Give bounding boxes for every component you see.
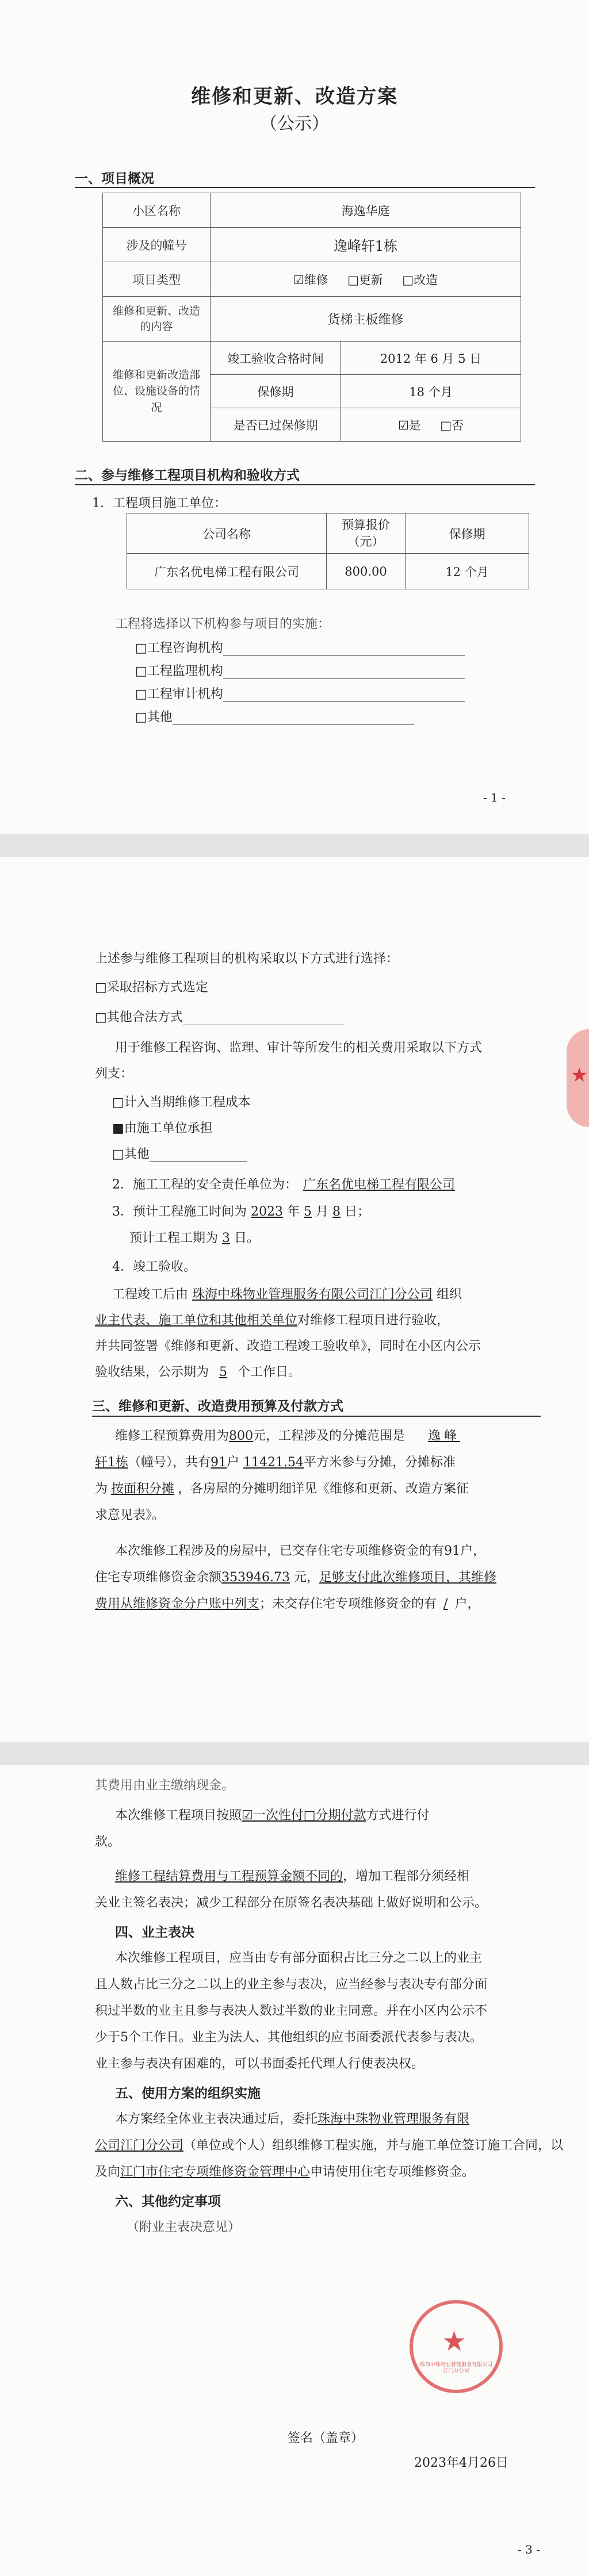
section-3-heading: 三、维修和更新、改造费用预算及付款方式: [92, 1398, 343, 1414]
type-label: 项目类型: [103, 262, 211, 297]
vote-line5: 业主参与表决有困难的，可以书面委托代理人行使表决权。: [95, 2057, 424, 2071]
fee-cost-checkbox[interactable]: □计入当期维修工程成本: [112, 1095, 251, 1110]
vote-line3: 积过半数的业主且参与表决人数过半数的业主同意。并在小区内公示不: [95, 2004, 488, 2018]
fee-other-checkbox[interactable]: □其他: [112, 1147, 150, 1162]
section-divider: [75, 187, 535, 188]
section-6-heading: 六、其他约定事项: [115, 2194, 221, 2209]
acceptance-line2: 业主代表、施工单位和其他相关单位对维修工程项目进行验收，: [95, 1313, 450, 1328]
company-header: 公司名称: [127, 513, 327, 554]
org-audit-checkbox[interactable]: □工程审计机构: [135, 687, 223, 702]
section-divider: [92, 1416, 541, 1417]
project-overview-table: [102, 193, 521, 442]
organize-entrusted-org: 珠海中珠物业管理服务有限: [318, 2112, 470, 2126]
budget-line4: 求意见表》。: [95, 1508, 165, 1523]
page-number: - 3 -: [518, 2543, 540, 2556]
budget-amount: 800: [229, 1429, 254, 1443]
warranty-value: 12 个月: [406, 554, 529, 589]
budget-header: 预算报价（元）: [327, 513, 406, 554]
org-other: [135, 707, 414, 725]
community-value: 海逸华庭: [211, 193, 521, 228]
acceptance-participants: 业主代表、施工单位和其他相关单位: [95, 1313, 298, 1328]
section-divider: [75, 484, 535, 485]
org-consulting: [135, 638, 465, 656]
org-supervision: [135, 661, 465, 679]
fund-sufficient-note: 足够支付此次维修项目，其维修: [319, 1570, 497, 1585]
budget-line3: 为 按面积分摊 ，各房屋的分摊明细详见《维修和更新、改造方案征: [95, 1482, 469, 1496]
acceptance-item: 4．竣工验收。: [112, 1260, 196, 1274]
overdue-no-checkbox[interactable]: □否: [440, 418, 464, 432]
plan-month: 5: [304, 1205, 312, 1219]
content-label: 维修和更新、改造的内容: [103, 297, 211, 342]
payment-lump-sum-checkbox[interactable]: ☑一次性付: [242, 1808, 304, 1823]
company-name: 广东名优电梯工程有限公司: [127, 554, 327, 589]
type-options: [211, 262, 521, 297]
overdue-options: [341, 408, 521, 442]
acceptance-line4: 验收结果，公示期为 5 个工作日。: [95, 1365, 301, 1379]
fee-contractor-checkbox[interactable]: ■由施工单位承担: [112, 1121, 213, 1136]
signature-label: 签名（盖章）: [288, 2431, 364, 2445]
plan-year: 2023: [251, 1205, 283, 1219]
acceptance-line3: 并共同签署《维修和更新、改造工程竣工验收单》，同时在小区内公示: [95, 1339, 481, 1354]
building-value: 逸峰轩1栋: [211, 228, 521, 262]
organize-line3: 及向江门市住宅专项维修资金管理中心申请使用住宅专项维修资金。: [95, 2165, 475, 2179]
page-1: [0, 0, 589, 834]
selection-other: [95, 1007, 344, 1025]
budget-value: 800.00: [327, 554, 406, 589]
selection-tender-checkbox[interactable]: □采取招标方式选定: [95, 980, 208, 995]
organize-line1: 本方案经全体业主表决通过后，委托珠海中珠物业管理服务有限: [115, 2112, 470, 2126]
difference-line2: 关业主签名表决；减少工程部分在原签名表决基础上做好说明和公示。: [95, 1896, 488, 1910]
difference-condition: 维修工程结算费用与工程预算金额不同的: [115, 1869, 343, 1884]
organize-fund-center: 江门市住宅专项维修资金管理中心: [120, 2165, 311, 2179]
parts-label: 维修和更新改造部位、设施设备的情况: [103, 342, 211, 442]
section-1-heading: 一、项目概况: [75, 171, 154, 186]
plan-period-days: 3: [222, 1231, 231, 1245]
fund-line1: 本次维修工程涉及的房屋中，已交存住宅专项维修资金的有91户，: [115, 1544, 485, 1558]
plan-day: 8: [332, 1205, 341, 1219]
fund-source-note: 费用从维修资金分户账中列支: [95, 1597, 260, 1611]
selection-intro: 上述参与维修工程项目的机构采取以下方式进行选择：: [95, 952, 399, 966]
acceptance-label: 竣工验收合格时间: [211, 342, 341, 375]
continued-line: 其费用由业主缴纳现金。: [95, 1778, 235, 1793]
type-repair-checkbox[interactable]: ☑维修: [293, 273, 328, 287]
seal-text: 珠海中珠物业管理服务有限公司江门分公司: [419, 2362, 492, 2374]
seal-star-icon: ★: [442, 2325, 467, 2358]
page-3: [0, 1765, 589, 2576]
budget-line1: 维修工程预算费用为800元，工程涉及的分摊范围是 逸峰: [115, 1429, 461, 1443]
building-label: 涉及的幢号: [103, 228, 211, 262]
organize-line2: 公司江门分公司（单位或个人）组织维修工程实施，并与施工单位签订施工合同，以: [95, 2138, 564, 2153]
budget-standard: 按面积分摊: [111, 1482, 175, 1496]
fee-intro-line2: 列支：: [95, 1067, 133, 1081]
budget-line2: 轩1栋（幢号），共有91户 11421.54平方米参与分摊，分摊标准: [95, 1455, 456, 1470]
vote-line2: 且人数占比三分之二以上的业主参与表决，应当经参与表决专有部分面: [95, 1977, 488, 1992]
organize-entrusted-org-cont: 公司江门分公司: [95, 2138, 184, 2153]
difference-line1: 维修工程结算费用与工程预算金额不同的，增加工程部分须经相: [115, 1869, 470, 1884]
contractor-item: 1．工程项目施工单位：: [92, 496, 227, 511]
other-orgs-intro: 工程将选择以下机构参与项目的实施：: [115, 617, 331, 631]
payment-line2: 款。: [95, 1835, 121, 1849]
seal-star-icon: ★: [571, 1064, 588, 1087]
page-number: - 1 -: [483, 791, 506, 804]
section-2-heading: 二、参与维修工程项目机构和验收方式: [75, 467, 300, 483]
overdue-label: 是否已过保修期: [211, 408, 341, 442]
payment-installment-checkbox[interactable]: □分期付款: [303, 1808, 366, 1823]
plan-period-line: 预计工程工期为 3 日。: [129, 1231, 260, 1245]
section-5-heading: 五、使用方案的组织实施: [115, 2086, 261, 2101]
section-4-heading: 四、业主表决: [115, 1925, 194, 1940]
org-audit: [135, 684, 465, 702]
type-renovate-checkbox[interactable]: □改造: [402, 273, 438, 287]
overdue-yes-checkbox[interactable]: ☑是: [397, 418, 421, 432]
warranty-value: 18 个月: [341, 375, 521, 408]
fund-line3: 费用从维修资金分户账中列支；未交存住宅专项维修资金的有 / 户，: [95, 1597, 480, 1611]
acceptance-organizer: 珠海中珠物业管理服务有限公司江门分公司: [192, 1287, 433, 1302]
page-gap: [0, 834, 589, 857]
fund-unpaid-count: /: [443, 1597, 448, 1611]
community-label: 小区名称: [103, 193, 211, 228]
payment-line1: 本次维修工程项目按照☑一次性付□分期付款方式进行付: [115, 1808, 430, 1823]
safety-unit-value: 广东名优电梯工程有限公司: [303, 1178, 456, 1192]
acceptance-value: 2012 年 6 月 5 日: [341, 342, 521, 375]
document-title: 维修和更新、改造方案: [191, 85, 398, 108]
page-2: [0, 857, 589, 1742]
document-subtitle: （公示）: [260, 114, 329, 134]
budget-area: 11421.54: [243, 1455, 304, 1470]
budget-households: 91: [211, 1455, 227, 1470]
org-consulting-checkbox[interactable]: □工程咨询机构: [135, 641, 223, 656]
official-seal: [410, 2300, 503, 2393]
fee-intro-line1: 用于维修工程咨询、监理、审计等所发生的相关费用采取以下方式: [115, 1041, 483, 1055]
type-update-checkbox[interactable]: □更新: [347, 273, 383, 287]
safety-unit-line: 2．施工工程的安全责任单位为： 广东名优电梯工程有限公司: [112, 1175, 461, 1193]
section-6-note: （附业主表决意见）: [127, 2220, 241, 2234]
org-other-checkbox[interactable]: □其他: [135, 710, 173, 724]
plan-time-line: 3．预计工程施工时间为 2023 年 5 月 8 日；: [112, 1205, 370, 1219]
warranty-label: 保修期: [211, 375, 341, 408]
content-value: 货梯主板维修: [211, 297, 521, 342]
vote-line1: 本次维修工程项目，应当由专有部分面积占比三分之二以上的业主: [115, 1951, 483, 1965]
fund-balance: 353946.73: [221, 1570, 290, 1585]
budget-building-part2: 轩1栋: [95, 1455, 128, 1470]
vote-line4: 少于5个工作日。业主为法人、其他组织的应书面委派代表参与表决。: [95, 2030, 483, 2045]
fund-line2: 住宅专项维修资金余额353946.73 元，足够支付此次维修项目，其维修: [95, 1570, 497, 1585]
acceptance-line1: 工程竣工后由 珠海中珠物业管理服务有限公司江门分公司 组织: [112, 1287, 462, 1302]
fee-other: [112, 1144, 247, 1162]
contractor-table: [127, 513, 529, 589]
org-supervision-checkbox[interactable]: □工程监理机构: [135, 664, 223, 678]
selection-other-checkbox[interactable]: □其他合法方式: [95, 1010, 183, 1025]
signature-date: 2023年4月26日: [414, 2456, 508, 2470]
warranty-header: 保修期: [406, 513, 529, 554]
budget-building-part1: 逸峰: [428, 1429, 461, 1443]
publicity-days: 5: [219, 1365, 228, 1379]
page-gap: [0, 1742, 589, 1765]
